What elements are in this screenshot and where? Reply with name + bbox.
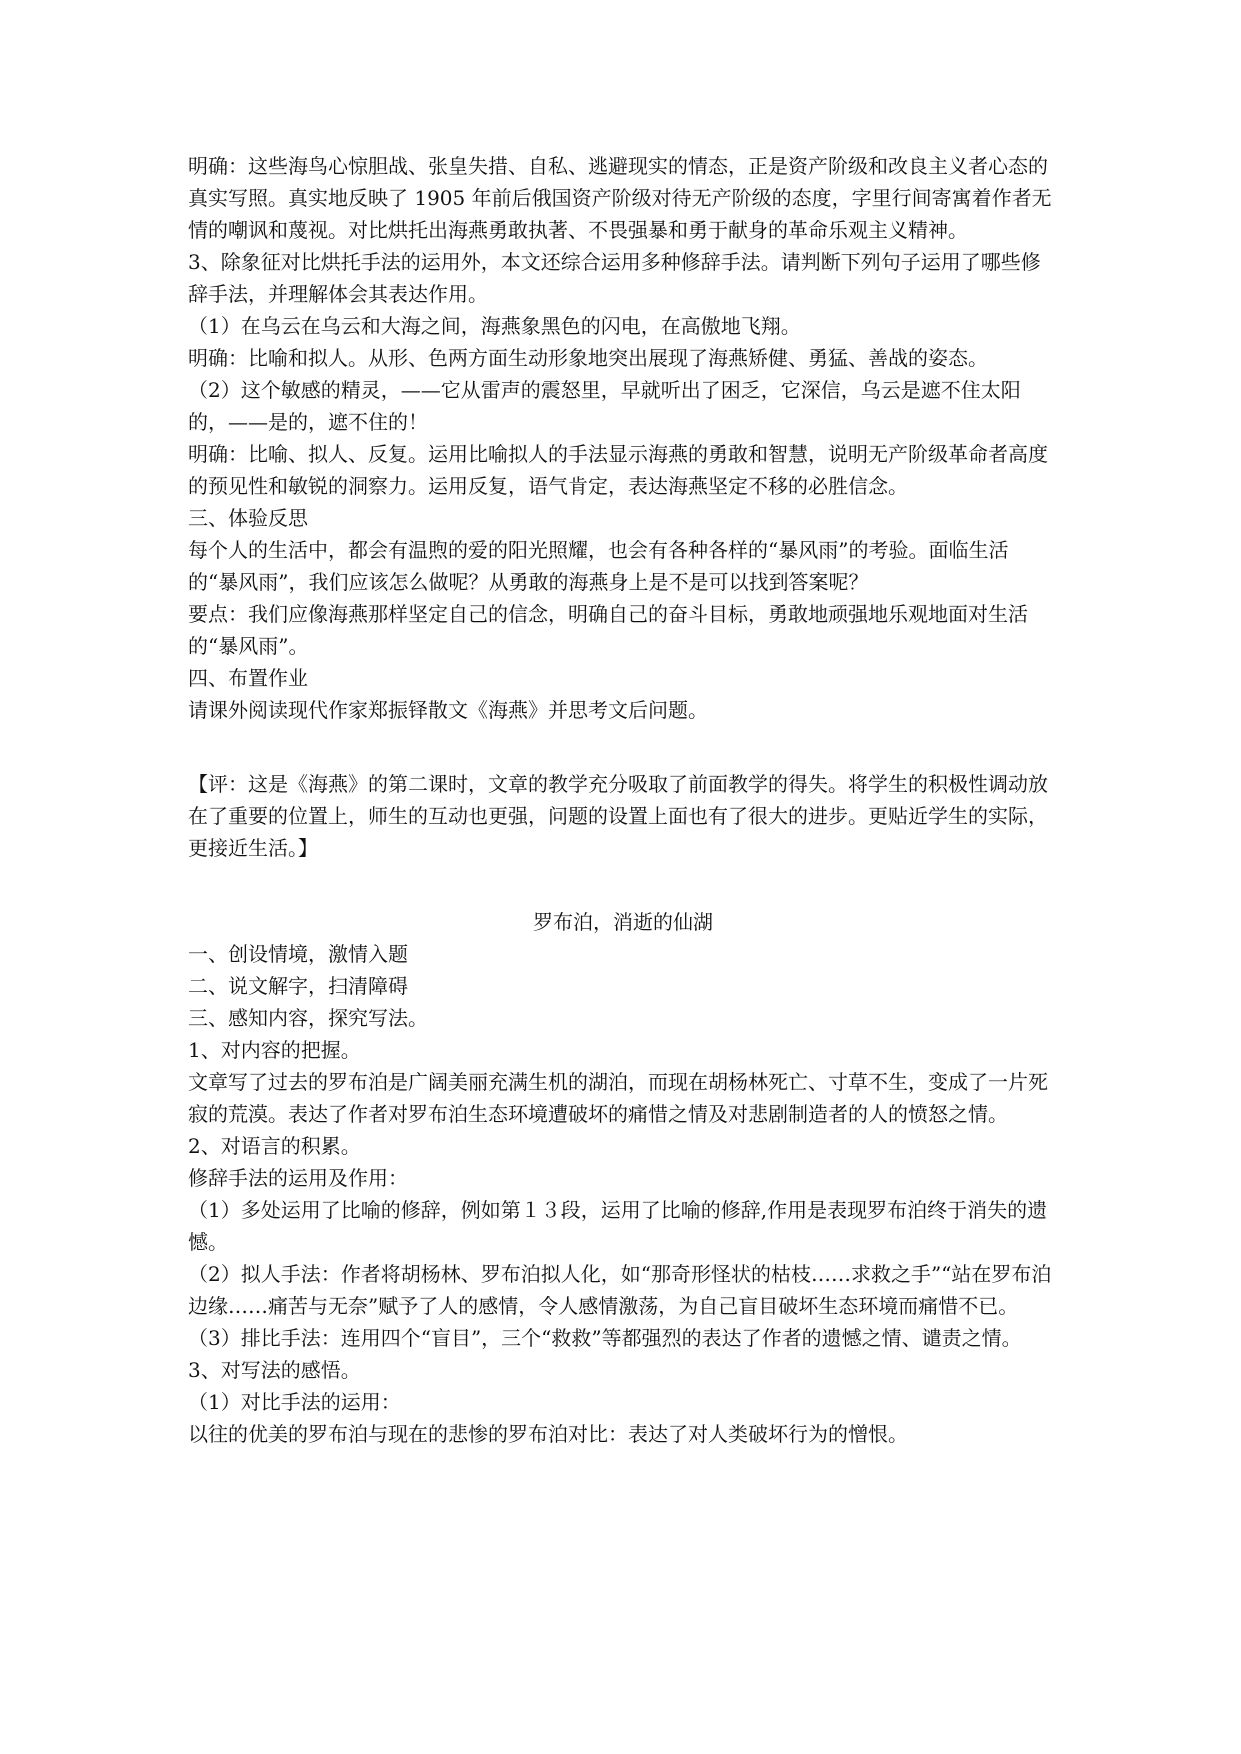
section-title: 罗布泊，消逝的仙湖 xyxy=(533,910,713,934)
paragraph-contrast: 以往的优美的罗布泊与现在的悲惨的罗布泊对比：表达了对人类破坏行为的憎恨。 xyxy=(188,1422,908,1446)
paragraph-example-1: （1）在乌云在乌云和大海之间，海燕象黑色的闪电，在高傲地飞翔。 xyxy=(188,314,801,338)
paragraph-parallelism: （3）排比手法：连用四个“盲目”，三个“救救”等都强烈的表达了作者的遗憾之情、谴责之情。 xyxy=(188,1326,1022,1350)
paragraph-contrast-heading: （1）对比手法的运用： xyxy=(188,1390,401,1414)
heading-step-1: 一、创设情境，激情入题 xyxy=(188,942,408,966)
subheading-language: 2、对语言的积累。 xyxy=(188,1134,361,1158)
paragraph-mingque-2: 明确：比喻和拟人。从形、色两方面生动形象地突出展现了海燕矫健、勇猛、善战的姿态。 xyxy=(188,346,988,370)
paragraph-metaphor: （1）多处运用了比喻的修辞，例如第１３段，运用了比喻的修辞,作用是表现罗布泊终于消失的遗憾。 xyxy=(188,1198,1048,1254)
heading-step-2: 二、说文解字，扫清障碍 xyxy=(188,974,408,998)
paragraph-example-2: （2）这个敏感的精灵，——它从雷声的震怒里，早就听出了困乏，它深信，乌云是遮不住太阳的，——是的，遮不住的！ xyxy=(188,378,1021,434)
paragraph-homework: 请课外阅读现代作家郑振铎散文《海燕》并思考文后问题。 xyxy=(188,698,708,722)
heading-reflection: 三、体验反思 xyxy=(188,506,308,530)
comment-block: 【评：这是《海燕》的第二课时，文章的教学充分吸取了前面教学的得失。将学生的积极性调动放在了重要的位置上，师生的互动也更强，问题的设置上面也有了很大的进步。更贴近学生的实际，更接近生活。】 xyxy=(188,772,1048,860)
document-page xyxy=(188,150,1058,1450)
heading-homework: 四、布置作业 xyxy=(188,666,308,690)
paragraph-content: 文章写了过去的罗布泊是广阔美丽充满生机的湖泊，而现在胡杨林死亡、寸草不生，变成了一片死寂的荒漠。表达了作者对罗布泊生态环境遭破坏的痛惜之情及对悲剧制造者的人的愤怒之情。 xyxy=(188,1070,1048,1126)
paragraph-question-3: 3、除象征对比烘托手法的运用外，本文还综合运用多种修辞手法。请判断下列句子运用了哪些修辞手法，并理解体会其表达作用。 xyxy=(188,250,1041,306)
paragraph-personification: （2）拟人手法：作者将胡杨林、罗布泊拟人化，如“那奇形怪状的枯枝……求救之手”“站在罗布泊边缘……痛苦与无奈”赋予了人的感情，令人感情激荡，为自己盲目破坏生态环境而痛惜不已。 xyxy=(188,1262,1052,1318)
subheading-content: 1、对内容的把握。 xyxy=(188,1038,361,1062)
paragraph-mingque-1: 明确：这些海鸟心惊胆战、张皇失措、自私、逃避现实的情态，正是资产阶级和改良主义者心态的真实写照。真实地反映了 1905 年前后俄国资产阶级对待无产阶级的态度，字里行间寄寓着作者无情的嘲讽和蔑视。对比烘托出海燕勇敢执著、不畏强暴和勇于献身的革命乐观主义精神。 xyxy=(188,154,1052,242)
paragraph-key-points: 要点：我们应像海燕那样坚定自己的信念，明确自己的奋斗目标，勇敢地顽强地乐观地面对生活的“暴风雨”。 xyxy=(188,602,1028,658)
paragraph-mingque-3: 明确：比喻、拟人、反复。运用比喻拟人的手法显示海燕的勇敢和智慧，说明无产阶级革命者高度的预见性和敏锐的洞察力。运用反复，语气肯定，表达海燕坚定不移的必胜信念。 xyxy=(188,442,1048,498)
paragraph-rhetoric-intro: 修辞手法的运用及作用： xyxy=(188,1166,408,1190)
subheading-writing: 3、对写法的感悟。 xyxy=(188,1358,361,1382)
heading-step-3: 三、感知内容，探究写法。 xyxy=(188,1006,428,1030)
paragraph-reflection: 每个人的生活中，都会有温煦的爱的阳光照耀，也会有各种各样的“暴风雨”的考验。面临生活的“暴风雨”，我们应该怎么做呢？从勇敢的海燕身上是不是可以找到答案呢？ xyxy=(188,538,1009,594)
